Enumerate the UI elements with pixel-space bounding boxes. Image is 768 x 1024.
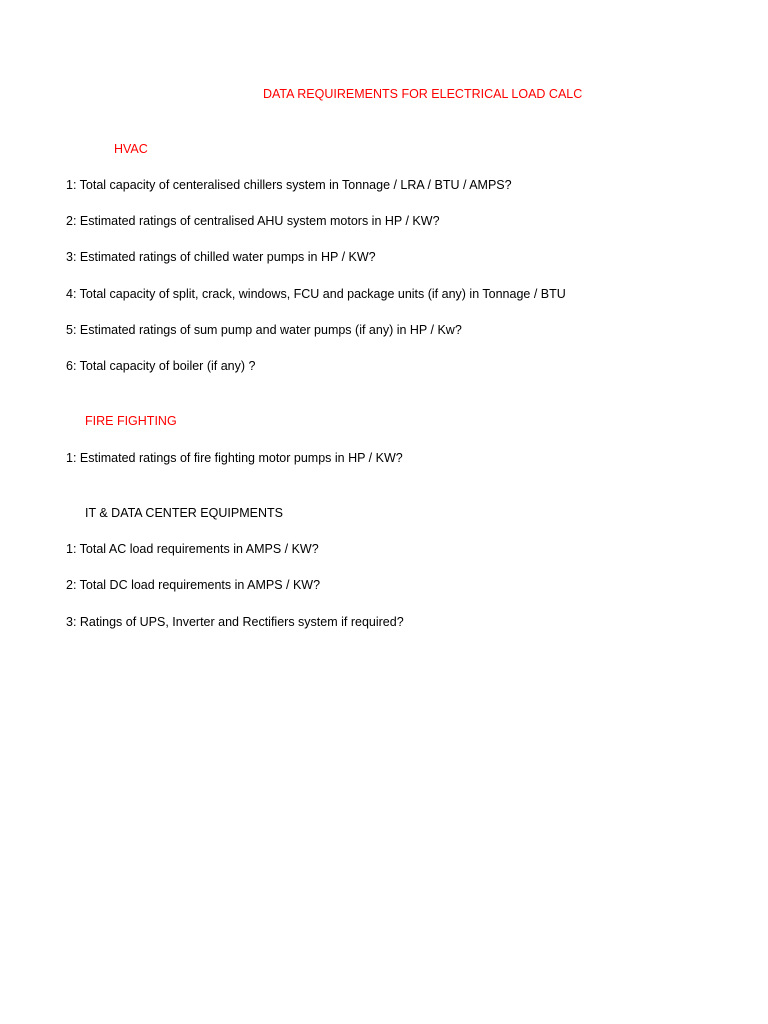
- hvac-item-2: 2: Estimated ratings of centralised AHU system motors in HP / KW?: [66, 214, 440, 228]
- fire-fighting-item-1: 1: Estimated ratings of fire fighting motor pumps in HP / KW?: [66, 451, 403, 465]
- hvac-item-6: 6: Total capacity of boiler (if any) ?: [66, 359, 256, 373]
- hvac-item-1: 1: Total capacity of centeralised chillers system in Tonnage / LRA / BTU / AMPS?: [66, 178, 512, 192]
- it-item-3: 3: Ratings of UPS, Inverter and Rectifiers system if required?: [66, 615, 404, 629]
- section-heading-fire-fighting: FIRE FIGHTING: [85, 414, 177, 428]
- it-item-1: 1: Total AC load requirements in AMPS / KW?: [66, 542, 319, 556]
- hvac-item-3: 3: Estimated ratings of chilled water pumps in HP / KW?: [66, 250, 376, 264]
- section-heading-it-data-center: IT & DATA CENTER EQUIPMENTS: [85, 506, 283, 520]
- document-title: DATA REQUIREMENTS FOR ELECTRICAL LOAD CALC: [263, 87, 583, 101]
- it-item-2: 2: Total DC load requirements in AMPS / KW?: [66, 578, 321, 592]
- hvac-item-4: 4: Total capacity of split, crack, windows, FCU and package units (if any) in Tonnage / BTU: [66, 287, 566, 301]
- hvac-item-5: 5: Estimated ratings of sum pump and water pumps (if any) in HP / Kw?: [66, 323, 462, 337]
- section-heading-hvac: HVAC: [114, 142, 148, 156]
